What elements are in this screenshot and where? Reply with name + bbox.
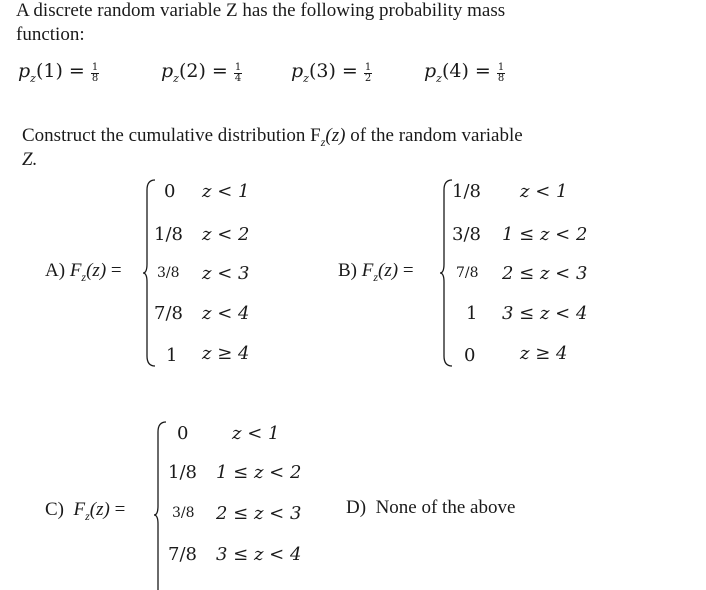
pmf-term-1: $p_z(1)$ = $\frac{1}{8}$	[18, 60, 99, 85]
option-b-row-1-value: 1/8	[452, 181, 481, 202]
question-line-2: function:	[16, 24, 85, 45]
option-b-row-4-cond: 3 ≤ z < 4	[502, 303, 588, 324]
prompt-line-2: Z.	[22, 149, 38, 170]
option-a-row-4-cond: z < 4	[202, 303, 250, 324]
option-a-row-2-cond: z < 2	[202, 224, 250, 245]
option-a-row-4-value: 7/8	[154, 303, 183, 324]
option-a-row-3-cond: z < 3	[202, 263, 250, 284]
option-a-row-5-value: 1	[166, 345, 178, 366]
option-c-row-1-value: 0	[177, 423, 189, 444]
option-c-row-4-value: 7/8	[168, 544, 197, 565]
option-c-lhs: C) $F_z(z)$ =	[45, 499, 126, 523]
option-a-row-2-value: 1/8	[154, 224, 183, 245]
option-a-row-1-value: 0	[164, 181, 176, 202]
option-b-row-2-value: 3/8	[452, 224, 481, 245]
pmf-term-4: $p_z(4)$ = $\frac{1}{8}$	[424, 60, 505, 85]
option-b-row-5-value: 0	[464, 345, 476, 366]
option-b-lhs: B) $F_z(z)$ =	[338, 260, 414, 284]
option-b-row-3-value: 7/8	[456, 265, 479, 281]
option-d: D) None of the above	[346, 497, 516, 518]
option-c-brace	[154, 420, 168, 590]
option-c-row-1-cond: z < 1	[232, 423, 280, 444]
option-c-row-2-cond: 1 ≤ z < 2	[216, 462, 302, 483]
option-a-lhs: A) $F_z(z)$ =	[45, 260, 122, 284]
question-line-1: A discrete random variable Z has the following probability mass	[16, 0, 506, 21]
prompt-line-1: Construct the cumulative distribution $F_z(z)$ of the random variable	[22, 125, 523, 149]
pmf-term-2: $p_z(2)$ = $\frac{1}{4}$	[161, 60, 242, 85]
option-c-row-2-value: 1/8	[168, 462, 197, 483]
option-c-row-3-cond: 2 ≤ z < 3	[216, 503, 302, 524]
option-b-row-3-cond: 2 ≤ z < 3	[502, 263, 588, 284]
option-c-row-3-value: 3/8	[172, 505, 195, 521]
option-a-brace	[143, 178, 157, 368]
option-a-row-3-value: 3/8	[157, 265, 180, 281]
option-b-row-1-cond: z < 1	[520, 181, 568, 202]
pmf-term-3: $p_z(3)$ = $\frac{1}{2}$	[291, 60, 372, 85]
option-a-row-1-cond: z < 1	[202, 181, 250, 202]
option-b-row-2-cond: 1 ≤ z < 2	[502, 224, 588, 245]
option-c-row-4-cond: 3 ≤ z < 4	[216, 544, 302, 565]
option-b-row-5-cond: z ≥ 4	[520, 343, 568, 364]
option-b-row-4-value: 1	[466, 303, 478, 324]
option-b-brace	[440, 178, 454, 368]
option-a-row-5-cond: z ≥ 4	[202, 343, 250, 364]
